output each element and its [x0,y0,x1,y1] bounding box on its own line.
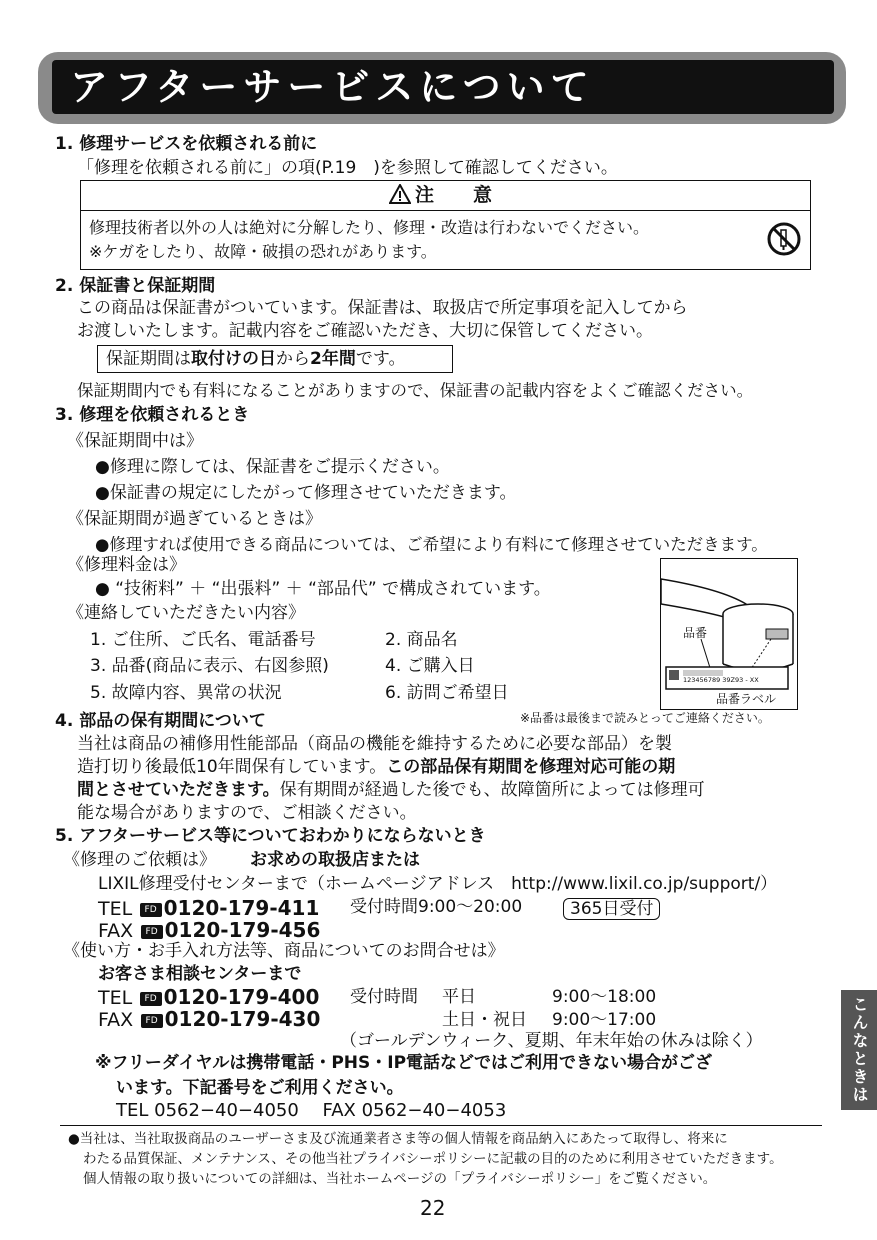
usage-center: お客さま相談センターまで [98,964,302,984]
repair-tel-number[interactable]: 0120-179-411 [163,896,320,920]
usage-fax-number[interactable]: 0120-179-430 [164,1007,321,1031]
usage-tel-number[interactable]: 0120-179-400 [163,985,320,1009]
warranty-start: 取付けの日 [191,349,276,369]
warranty-text-pre: 保証期間は [106,349,191,369]
freedial-notice-2: います。下記番号をご利用ください。 [116,1078,404,1098]
section-2-line-1: この商品は保証書がついています。保証書は、取扱店で所定事項を記入してから [77,298,688,318]
contact-item: 3. 品番(商品に表示、右図参照) [90,656,329,676]
contact-item: 6. 訪問ご希望日 [385,683,509,703]
footer-divider [60,1125,822,1126]
fee-head: 《修理料金は》 [67,555,186,575]
contact-head: 《連絡していただきたい内容》 [67,603,305,623]
weekday-hours: 9:00〜18:00 [552,987,657,1007]
alt-numbers: TEL 0562−40−4050 FAX 0562−40−4053 [116,1100,507,1121]
section-2-note: 保証期間内でも有料になることがありますので、保証書の記載内容をよくご確認ください。 [77,381,754,400]
contact-item: 5. 故障内容、異常の状況 [90,683,282,703]
caution-line-2: ※ケガをしたり、故障・破損の恐れがあります。 [89,242,437,261]
warranty-text-post: です。 [355,349,406,369]
in-warranty-bullet-1: ●修理に際しては、保証書をご提示ください。 [95,457,450,477]
repair-head: 《修理のご依頼は》 [63,850,216,870]
repair-where: お求めの取扱店または [250,850,420,870]
caution-line-1: 修理技術者以外の人は絶対に分解したり、修理・改造は行わないでください。 [89,218,650,237]
section-1-heading: 1. 修理サービスを依頼される前に [55,134,318,154]
section-4-line-2 [77,756,675,779]
section-5-heading: 5. アフターサービス等についておわかりにならないとき [55,826,486,846]
figure-note: ※品番は最後まで読みとってご連絡ください。 [520,711,770,725]
after-warranty-bullet: ●修理すれば使用できる商品については、ご希望により有料にて修理させていただきます。 [95,535,768,554]
privacy-line-3: 個人情報の取り扱いについての詳細は、当社ホームページの「プライバシーポリシー」をご覧ください。 [83,1171,717,1187]
page-number: 22 [420,1196,446,1220]
side-tab[interactable]: こんなときは [841,990,877,1110]
product-label-figure [660,558,798,710]
usage-hours-label: 受付時間 [350,987,418,1007]
warning-triangle-icon [389,184,411,204]
weekend-hours: 9:00〜17:00 [552,1010,657,1030]
usage-fax-line [98,1006,320,1034]
freedial-notice-1: ※フリーダイヤルは携帯電話・PHS・IP電話などではご利用できない場合がござ [95,1053,713,1073]
contact-item: 4. ご購入日 [385,656,475,676]
warranty-text-mid: から [276,349,310,369]
contact-item: 2. 商品名 [385,630,458,650]
barcode-text: 123456789 39Z93 - XX [683,676,759,684]
after-warranty-head: 《保証期間が過ぎているときは》 [67,509,322,529]
fax-label: FAX [98,920,134,942]
section-2-heading: 2. 保証書と保証期間 [55,276,216,296]
holidays-note: （ゴールデンウィーク、夏期、年末年始の休みは除く） [340,1031,763,1051]
weekend-label: 土日・祝日 [442,1010,527,1030]
section-4-heading: 4. 部品の保有期間について [55,711,266,731]
freedial-icon: FD [141,1014,163,1028]
section-2-line-2: お渡しいたします。記載内容をご確認いただき、大切に保管してください。 [77,321,653,341]
warranty-length: 2年間 [310,349,356,369]
faucet-illustration [661,559,798,710]
privacy-line-2: わたる品質保証、メンテナンス、その他当社プライバシーポリシーに記載の目的のために利用させていただきます。 [83,1151,783,1167]
section-4-line-1: 当社は商品の補修用性能部品（商品の機能を維持するために必要な部品）を製 [77,734,672,754]
caution-box [80,180,811,270]
tel-label: TEL [98,898,133,920]
repair-fax-number[interactable]: 0120-179-456 [164,918,321,942]
freedial-icon: FD [141,925,163,939]
section-4-line-2b: この部品保有期間を修理対応可能の期 [386,757,676,777]
usage-head: 《使い方・お手入れ方法等、商品についてのお問合せは》 [63,941,505,961]
caution-title: 注 意 [414,184,502,206]
contact-item: 1. ご住所、ご氏名、電話番号 [90,630,316,650]
365-badge: 365日受付 [563,898,660,920]
section-4-line-2a: 造打切り後最低10年間保有しています。 [77,757,387,777]
repair-hours: 受付時間9:00〜20:00 [350,897,523,917]
weekday-label: 平日 [442,987,476,1007]
365-badge-wrap [563,898,660,921]
part-number-label: 品番 [683,626,708,640]
section-3-heading: 3. 修理を依頼されるとき [55,405,250,425]
caution-header [81,181,810,211]
fee-bullet: ● “技術料” ＋ “出張料” ＋ “部品代” で構成されています。 [95,579,551,599]
label-caption: 品番ラベル [716,692,777,706]
fax-label: FAX [98,1009,134,1031]
freedial-icon: FD [140,992,162,1006]
page-title: アフターサービスについて [70,65,595,109]
section-4-line-3b: 保有期間が経過した後でも、故障箇所によっては修理可 [279,780,705,800]
section-4-line-4: 能な場合がありますので、ご相談ください。 [77,803,417,823]
in-warranty-bullet-2: ●保証書の規定にしたがって修理させていただきます。 [95,483,517,503]
section-4-line-3a: 間とさせていただきます。 [77,780,280,800]
tel-label: TEL [98,987,133,1009]
repair-center: LIXIL修理受付センターまで（ホームページアドレス http://www.lixil.co.jp/support/） [98,874,778,894]
warranty-period-box [97,345,453,373]
in-warranty-head: 《保証期間中は》 [67,431,203,451]
no-disassemble-icon [766,221,802,257]
section-1-text: 「修理を依頼される前に」の項(P.19 )を参照して確認してください。 [77,158,618,178]
freedial-icon: FD [140,903,162,917]
section-4-line-3 [77,779,705,802]
privacy-line-1: ●当社は、当社取扱商品のユーザーさま及び流通業者さま等の個人情報を商品納入にあたって取得し、将来に [68,1131,728,1147]
